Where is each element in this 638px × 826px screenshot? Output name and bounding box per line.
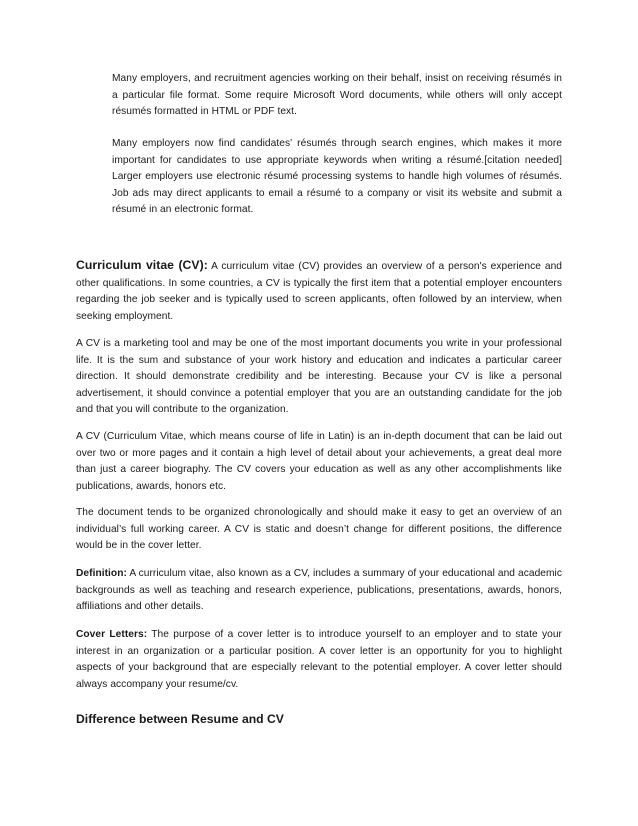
paragraph-search-engines: Many employers now find candidates' résumés through search engines, which makes it more important for candidates to use appropriate keywords when writing a résumé.[citation needed] Larger employers use electronic résumé processing systems to handle high volumes of résumés. Job ads may direct applicants to email a résumé to a company or visit its website and submit a résumé in an electronic format.: [112, 138, 562, 215]
cv-lead-text: A curriculum vitae (CV) provides an overview of a person's experience and other qualifications. In some countries, a CV is typically the first item that a potential employer encounters regarding the job seeker and is typically used to screen applicants, often followed by an interview, when seeking employment.: [76, 261, 563, 322]
definition-text: A curriculum vitae, also known as a CV, includes a summary of your educational and academic backgrounds as well as teaching and research experience, publications, presentations, awards, honors, affiliations and other details.: [76, 568, 562, 612]
paragraph-cover-letters: [76, 627, 562, 693]
definition-lead-term: Definition:: [76, 568, 127, 579]
paragraph-definition: [76, 566, 562, 616]
paragraph-cv-in-depth: A CV (Curriculum Vitae, which means course of life in Latin) is an in-depth document that can be laid out over two or more pages and it contain a high level of detail about your achievements, a great deal more than just a career biography. The CV covers your education as well as any other accomplishments like publications, awards, honors etc.: [76, 431, 562, 492]
paragraph-chronological: The document tends to be organized chronologically and should make it easy to get an overview of an individual’s full working career. A CV is static and doesn’t change for different positions, the difference would be in the cover letter.: [76, 507, 562, 551]
cv-lead-term: Curriculum vitae (CV):: [76, 258, 208, 272]
paragraph-marketing-tool: A CV is a marketing tool and may be one of the most important documents you write in your professional life. It is the sum and substance of your work history and education and indicates a particular career direction. It should demonstrate credibility and be interesting. Because your CV is like a personal advertisement, it should convince a potential employer that you are an outstanding candidate for the job and that you will contribute to the organization.: [76, 338, 562, 415]
paragraph-curriculum-vitae: [76, 257, 562, 325]
cover-letters-lead-term: Cover Letters:: [76, 629, 148, 640]
paragraph-file-format: Many employers, and recruitment agencies working on their behalf, insist on receiving résumés in a particular file format. Some require Microsoft Word documents, while others will only accept résumés formatted in HTML or PDF text.: [112, 73, 562, 117]
cover-letters-text: The purpose of a cover letter is to introduce yourself to an employer and to state your interest in an organization or a particular position. A cover letter is an opportunity for you to highlight aspects of your background that are especially relevant to the potential employer. A cover letter should always accompany your resume/cv.: [76, 629, 562, 690]
section-heading-difference: Difference between Resume and CV: [76, 712, 284, 726]
